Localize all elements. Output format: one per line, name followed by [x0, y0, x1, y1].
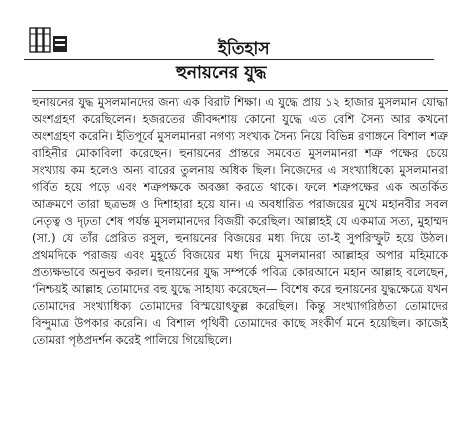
section-title: ইতিহাস — [218, 39, 270, 59]
article-title: হুনায়নের যুদ্ধ — [176, 63, 267, 83]
article-body: হুনায়নের যুদ্ধ মুসলমানদের জন্য এক বিরাট শিক্ষা। এ যুদ্ধে প্রায় ১২ হাজার মুসলমান যোদ্ধা অংশগ্রহণ করেছিলেন। হজরতের জীবদ্দশায় কোনো যুদ্ধে এত বেশি সৈন্য আর কখনো অংশগ্রহণ করেনি। ইতিপূর্বে মুসলমানরা নগণ্য সংখ্যক সৈন্য নিয়ে বিভিন্ন রণাঙ্গনে বিশাল শত্রু বাহিনীর মোকাবিলা করেছেন। হুনায়নের প্রান্তরে সমবেত মুসলমানরা শত্রু পক্ষের চেয়ে সংখ্যায় কম হলেও অন্য বারের তুলনায় অধিক ছিল। নিজেদের এ সংখ্যাধিক্যে মুসলমানরা গর্বিত হয়ে পড়ে এবং শত্রুপক্ষকে অবজ্ঞা করতে থাকে। ফলে শত্রুপক্ষের এক অতর্কিত আক্রমণে তারা ছত্রভঙ্গ ও দিশাহারা হয়ে যান। এ অবধারিত পরাজয়ের মুখে মহানবীর সবল নেতৃত্ব ও দৃঢ়তা শেষ পর্যন্ত মুসলমানদের বিজয়ী করেছিল। আল্লাহই যে একমাত্র সত্য, মুহাম্মদ (সা.) যে তাঁর প্রেরিত রসুল, হুনায়নের বিজয়ের মধ্য দিয়ে তা-ই সুপরিস্ফুট হয়ে উঠল। প্রথমদিকে পরাজয় এবং মুহূর্তে বিজয়ের মধ্য দিয়ে মুসলমানরা আল্লাহর অপার মহিমাকে প্রত্যক্ষভাবে অনুভব করল। হুনায়নের যুদ্ধ সম্পর্কে পবিত্র কোরআনে মহান আল্লাহ বলেছেন, ‘নিশ্চয়ই আল্লাহ তোমাদের বহু যুদ্ধে সাহায্য করেছেন— বিশেষ করে হুনায়নের যুদ্ধক্ষেত্রে যখন তোমাদের সংখ্যাধিক্য তোমাদের বিস্ময়োৎফুল্ল করেছিল। কিন্তু সংখ্যাগরিষ্ঠতা তোমাদের বিন্দুমাত্র উপকার করেনি। এ বিশাল পৃথিবী তোমাদের কাছে সংকীর্ণ মনে হয়েছিল। কাজেই তোমরা পৃষ্ঠপ্রদর্শন করেই পালিয়ে গিয়েছিলে। — [32, 95, 448, 347]
books-icon — [28, 24, 98, 54]
title-divider — [32, 90, 448, 91]
section-banner — [22, 18, 446, 58]
cropped-top-strip — [30, 0, 468, 10]
